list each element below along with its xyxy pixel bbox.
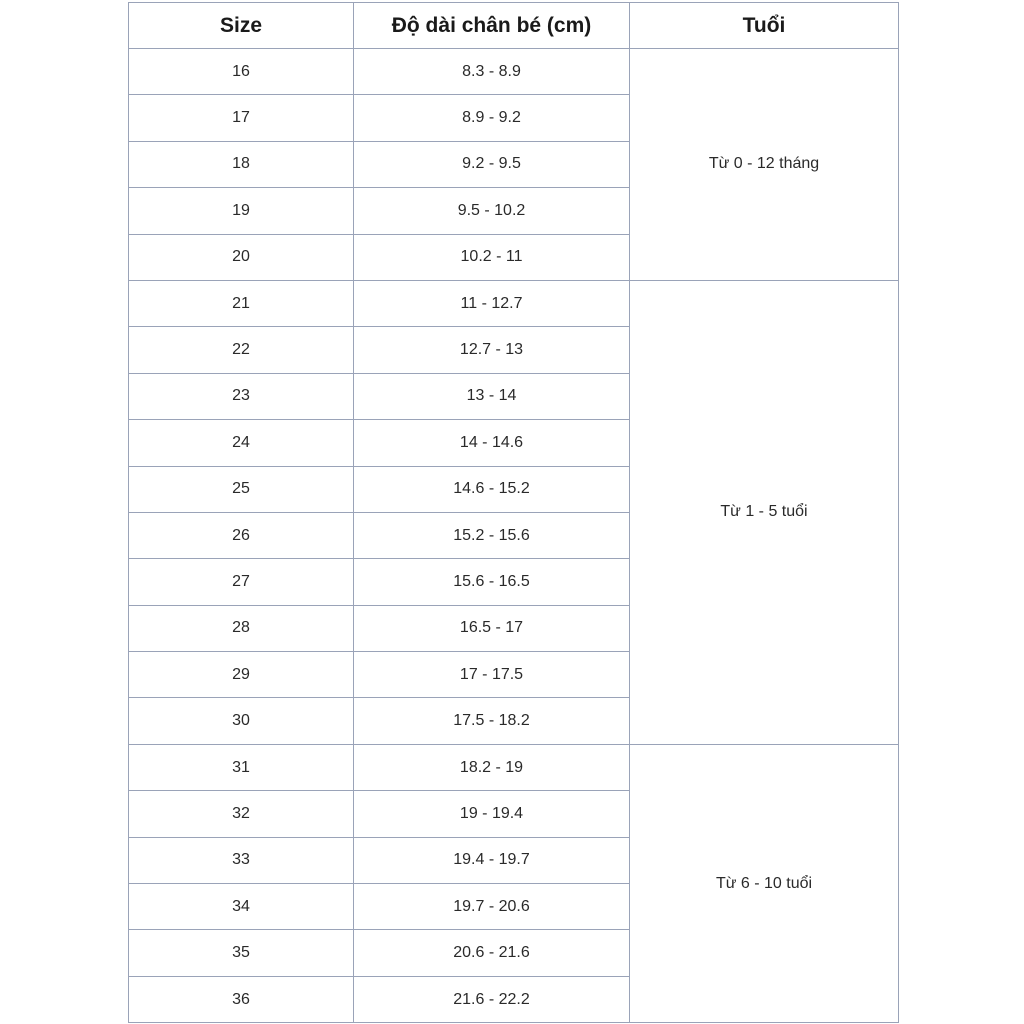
header-foot-length: Độ dài chân bé (cm) — [354, 3, 630, 49]
table-row — [129, 49, 899, 95]
foot-length-cell: 9.2 - 9.5 — [354, 141, 630, 187]
size-cell: 34 — [129, 884, 354, 930]
foot-length-cell: 8.3 - 8.9 — [354, 49, 630, 95]
size-cell: 25 — [129, 466, 354, 512]
size-cell: 28 — [129, 605, 354, 651]
foot-length-cell: 16.5 - 17 — [354, 605, 630, 651]
age-group-cell: Từ 1 - 5 tuổi — [630, 280, 899, 744]
foot-length-cell: 15.6 - 16.5 — [354, 559, 630, 605]
age-group-cell: Từ 0 - 12 tháng — [630, 49, 899, 281]
size-cell: 30 — [129, 698, 354, 744]
size-cell: 18 — [129, 141, 354, 187]
size-cell: 17 — [129, 95, 354, 141]
size-cell: 24 — [129, 420, 354, 466]
foot-length-cell: 14.6 - 15.2 — [354, 466, 630, 512]
size-cell: 33 — [129, 837, 354, 883]
age-group-cell: Từ 6 - 10 tuổi — [630, 744, 899, 1022]
size-cell: 35 — [129, 930, 354, 976]
size-cell: 21 — [129, 280, 354, 326]
foot-length-cell: 12.7 - 13 — [354, 327, 630, 373]
size-cell: 27 — [129, 559, 354, 605]
foot-length-cell: 18.2 - 19 — [354, 744, 630, 790]
foot-length-cell: 17.5 - 18.2 — [354, 698, 630, 744]
foot-length-cell: 19.4 - 19.7 — [354, 837, 630, 883]
size-cell: 29 — [129, 652, 354, 698]
foot-length-cell: 10.2 - 11 — [354, 234, 630, 280]
foot-length-cell: 11 - 12.7 — [354, 280, 630, 326]
size-cell: 26 — [129, 512, 354, 558]
foot-length-cell: 15.2 - 15.6 — [354, 512, 630, 558]
size-cell: 22 — [129, 327, 354, 373]
size-cell: 19 — [129, 188, 354, 234]
foot-length-cell: 9.5 - 10.2 — [354, 188, 630, 234]
foot-length-cell: 13 - 14 — [354, 373, 630, 419]
table-body — [129, 49, 899, 1023]
header-row — [129, 3, 899, 49]
foot-length-cell: 21.6 - 22.2 — [354, 976, 630, 1022]
size-cell: 36 — [129, 976, 354, 1022]
foot-length-cell: 17 - 17.5 — [354, 652, 630, 698]
foot-length-cell: 19.7 - 20.6 — [354, 884, 630, 930]
foot-length-cell: 19 - 19.4 — [354, 791, 630, 837]
size-cell: 20 — [129, 234, 354, 280]
foot-length-cell: 14 - 14.6 — [354, 420, 630, 466]
size-cell: 16 — [129, 49, 354, 95]
header-age: Tuổi — [630, 3, 899, 49]
table-row — [129, 744, 899, 790]
size-cell: 23 — [129, 373, 354, 419]
header-size: Size — [129, 3, 354, 49]
size-chart-table — [128, 2, 899, 1023]
foot-length-cell: 8.9 - 9.2 — [354, 95, 630, 141]
table-row — [129, 280, 899, 326]
foot-length-cell: 20.6 - 21.6 — [354, 930, 630, 976]
size-cell: 32 — [129, 791, 354, 837]
size-cell: 31 — [129, 744, 354, 790]
